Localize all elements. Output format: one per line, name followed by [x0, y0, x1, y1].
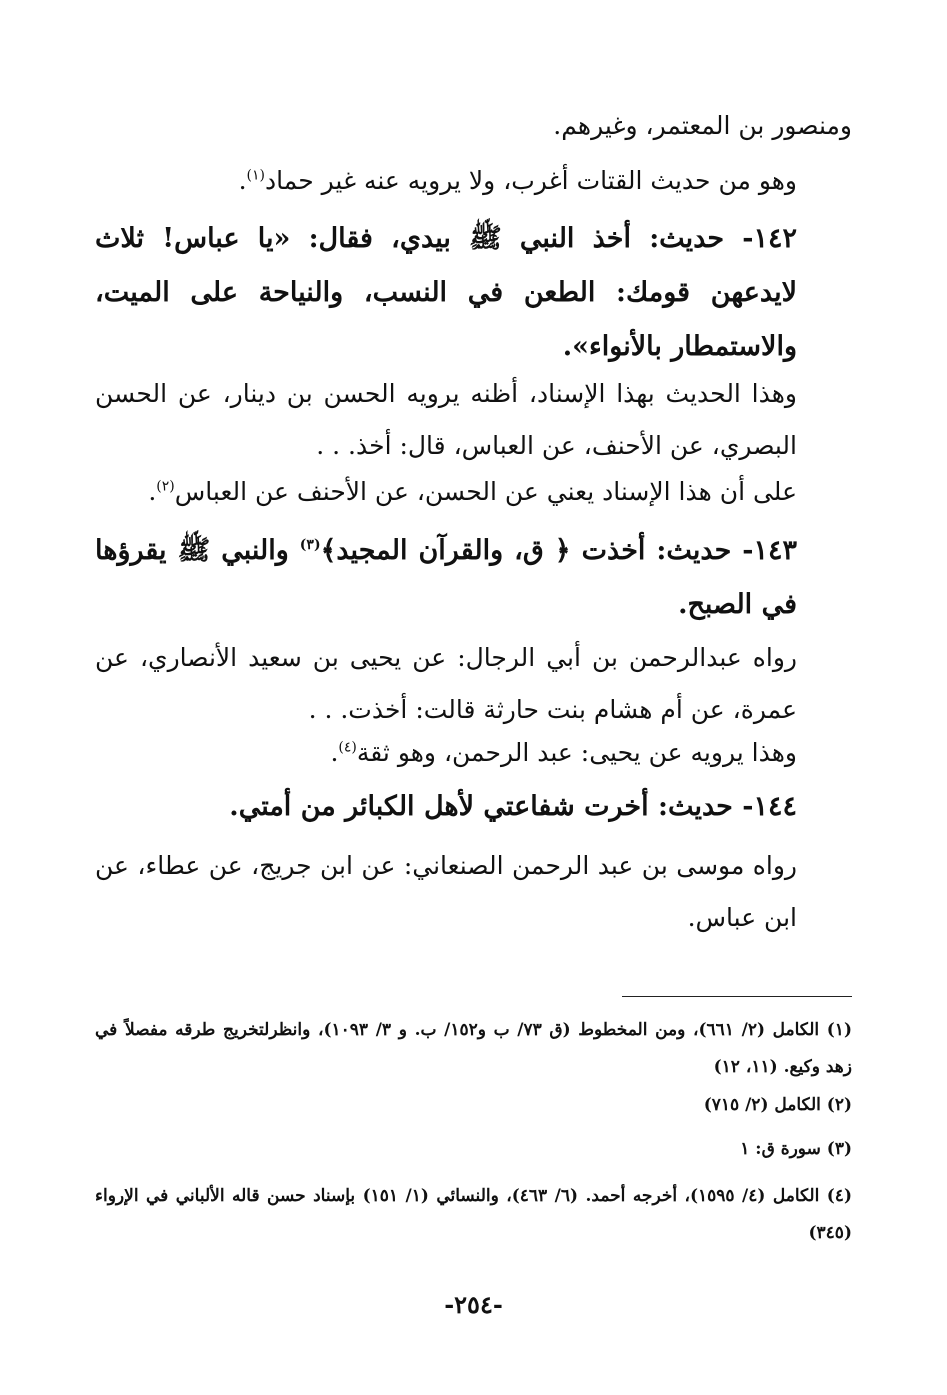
paragraph-note-qattat — [95, 155, 852, 207]
footnote-3: (٣) سورة ق: ١ — [740, 1139, 852, 1159]
footnote-divider — [622, 996, 852, 997]
paragraph-narration-musa: رواه موسى بن عبد الرحمن الصنعاني: عن ابن جريج، عن عطاء، عن ابن عباس. — [95, 851, 797, 932]
paragraph-isnad-hasan: وهذا الحديث بهذا الإسناد، أظنه يرويه الحسن بن دينار، عن الحسن البصري، عن الأحنف، عن العباس، قال: أخذ. . . — [95, 379, 797, 460]
paragraph-text: وهذا يرويه عن يحيى: عبد الرحمن، وهو ثقة — [356, 738, 797, 767]
paragraph-continuation: ومنصور بن المعتمر، وغيرهم. — [553, 111, 852, 140]
paragraph-end: . — [148, 477, 157, 506]
hadith-text: ١٤٣- حديث: أخذت ﴿ ق، والقرآن المجيد﴾ — [320, 535, 797, 566]
hadith-142: ١٤٢- حديث: أخذ النبي ﷺ بيدي، فقال: «يا عباس! ثلاث لايدعهن قومك: الطعن في النسب، والنياحة على الميت، والاستمطار بالأنواء». — [95, 223, 797, 362]
footnote-ref-3: (٣) — [299, 537, 321, 553]
paragraph-text: وهو من حديث القتات أغرب، ولا يرويه عنه غير حماد — [265, 166, 797, 195]
paragraph-narration-abdulrahman: رواه عبدالرحمن بن أبي الرجال: عن يحيى بن سعيد الأنصاري، عن عمرة، عن أم هشام بنت حارثة قالت: أخذت. . . — [95, 643, 798, 724]
paragraph-text: على أن هذا الإسناد يعني عن الحسن، عن الأحنف عن العباس — [174, 477, 797, 506]
hadith-text-continued: والنبي ﷺ يقرؤها في الصبح. — [95, 535, 797, 620]
footnote-2: (٢) الكامل (٢/ ٧١٥) — [703, 1095, 852, 1115]
document-page — [95, 0, 852, 1395]
paragraph-end: . — [330, 738, 339, 767]
hadith-144: ١٤٤- حديث: أخرت شفاعتي لأهل الكبائر من أمتي. — [229, 791, 797, 822]
page-number: -٢٥٤- — [444, 1290, 503, 1319]
footnote-4: (٤) الكامل (٤/ ١٥٩٥)، أخرجه أحمد. (٦/ ٤٦٣)، والنسائي (١/ ١٥١) بإسناد حسن قاله الألباني في الإرواء (٣٤٥) — [95, 1186, 852, 1243]
footnote-1: (١) الكامل (٢/ ٦٦١)، ومن المخطوط (ق ٧٣/ ب و١٥٢/ ب. و ٣/ ١٠٩٣)، وانظرلتخريج طرقه مفصلاً في زهد وكيع. (١١، ١٢) — [95, 1020, 852, 1077]
footnote-ref-2: (٢) — [156, 478, 175, 495]
paragraph-note-yahya — [95, 727, 852, 779]
hadith-143 — [95, 524, 852, 632]
paragraph-isnad-abbas — [95, 466, 852, 518]
footnote-ref-1: (١) — [246, 167, 266, 184]
paragraph-end: . — [238, 166, 247, 195]
footnote-ref-4: (٤) — [338, 739, 357, 756]
